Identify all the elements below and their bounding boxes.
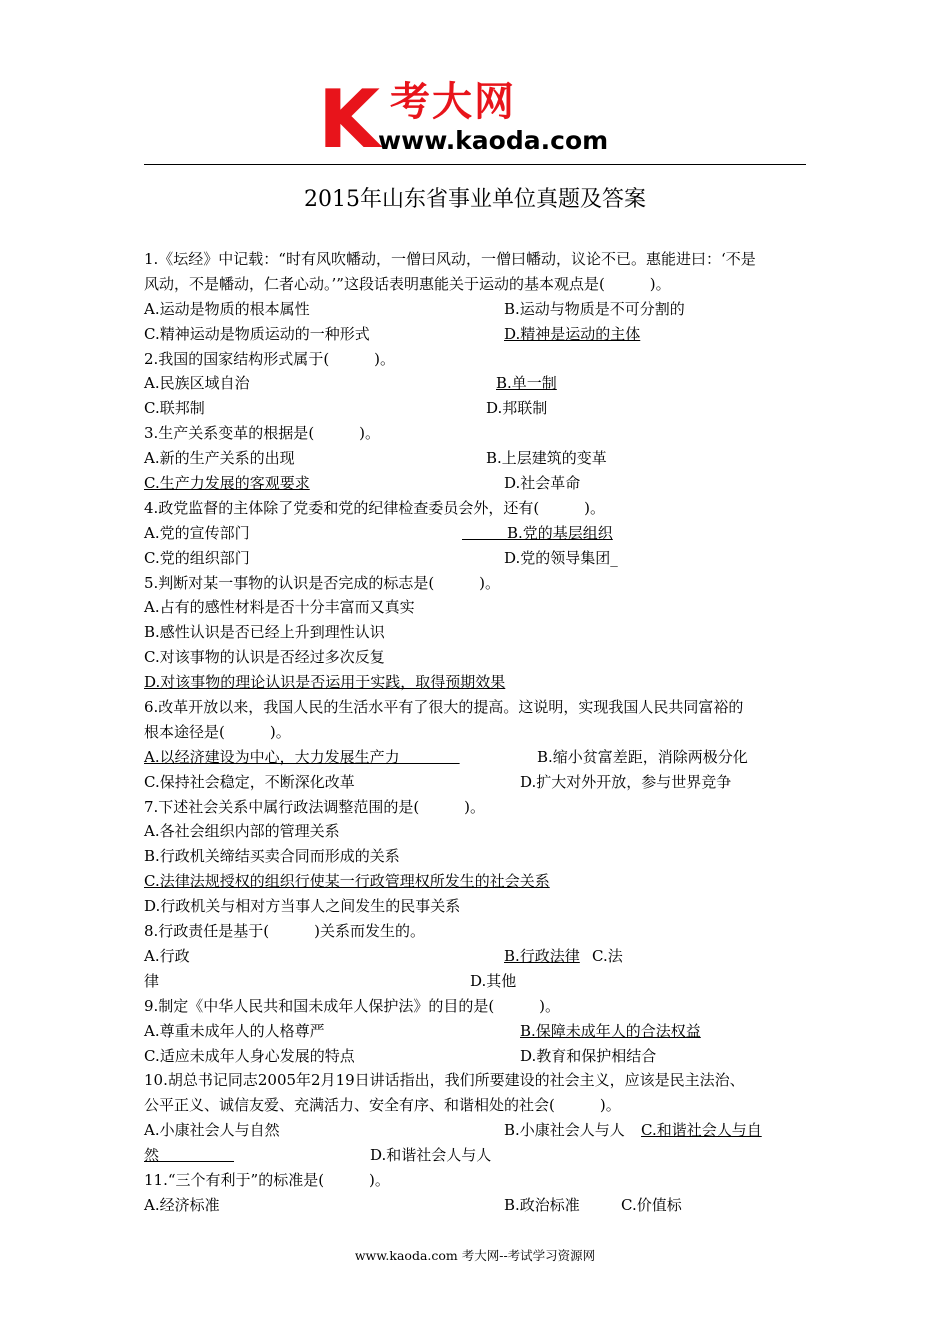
question-5-option-c: C.对该事物的认识是否经过多次反复 <box>144 648 385 667</box>
header-divider <box>144 164 806 165</box>
question-6-options-ab <box>144 745 808 770</box>
question-2-option-d: D.邦联制 <box>486 399 548 418</box>
question-11-options-abc <box>144 1193 808 1218</box>
question-7-option-a-line <box>144 819 808 844</box>
question-10-option-d: D.和谐社会人与人 <box>370 1146 492 1165</box>
logo-brand-name: 考大网 <box>390 79 516 125</box>
question-8-option-b-answer: B.行政法律 <box>504 946 580 965</box>
question-1-option-d-answer: D.精神是运动的主体 <box>504 324 641 343</box>
question-4-options-cd <box>144 546 808 571</box>
question-9-stem: 9.制定《中华人民共和国未成年人保护法》的目的是( )。 <box>144 996 561 1015</box>
question-9-stem-line <box>144 994 808 1019</box>
question-6-option-a-answer: A.以经济建设为中心，大力发展生产力 <box>144 747 460 766</box>
question-2-stem-line <box>144 347 808 372</box>
question-6-option-d: D.扩大对外开放，参与世界竞争 <box>520 772 732 791</box>
question-2-option-c: C.联邦制 <box>144 399 205 418</box>
question-8-stem: 8.行政责任是基于( )关系而发生的。 <box>144 922 426 941</box>
question-1-stem-line-1 <box>144 247 808 272</box>
question-5-stem-line <box>144 571 808 596</box>
question-10-stem-line-2 <box>144 1093 808 1118</box>
question-list <box>144 247 808 1218</box>
question-3-option-b: B.上层建筑的变革 <box>486 449 607 468</box>
question-6-stem-2: 根本途径是( )。 <box>144 722 291 741</box>
question-8-option-d: D.其他 <box>470 971 517 990</box>
question-5-option-a-line <box>144 595 808 620</box>
logo-url: www.kaoda.com <box>378 126 609 155</box>
logo-k-mark: K <box>318 73 380 166</box>
question-10-option-c-answer-part-2: 然 <box>144 1146 235 1165</box>
question-11-stem: 11.“三个有利于”的标准是( )。 <box>144 1170 390 1189</box>
question-4-option-c: C.党的组织部门 <box>144 548 250 567</box>
question-11-option-a: A.经济标准 <box>144 1195 220 1214</box>
question-11-option-b: B.政治标准 <box>504 1195 580 1214</box>
question-3-stem: 3.生产关系变革的根据是( )。 <box>144 424 381 443</box>
question-10-option-b: B.小康社会人与人 <box>504 1121 625 1140</box>
question-5-option-d-line <box>144 670 808 695</box>
question-2-option-a: A.民族区域自治 <box>144 374 250 393</box>
question-4-option-d: D.党的领导集团_ <box>504 548 618 567</box>
question-1-option-c: C.精神运动是物质运动的一种形式 <box>144 324 370 343</box>
question-7-option-a: A.各社会组织内部的管理关系 <box>144 822 340 841</box>
question-4-stem: 4.政党监督的主体除了党委和党的纪律检查委员会外，还有( )。 <box>144 498 606 517</box>
question-2-option-b-answer: B.单一制 <box>496 374 557 393</box>
question-7-option-d: D.行政机关与相对方当事人之间发生的民事关系 <box>144 897 461 916</box>
question-3-option-c-answer: C.生产力发展的客观要求 <box>144 474 310 493</box>
question-2-options-cd <box>144 396 808 421</box>
question-5-option-d-answer: D.对该事物的理论认识是否运用于实践，取得预期效果 <box>144 673 506 692</box>
question-8-option-c-part-1: C.法 <box>592 946 623 965</box>
question-4-stem-line <box>144 496 808 521</box>
question-6-options-cd <box>144 770 808 795</box>
question-7-stem-line <box>144 795 808 820</box>
question-4-option-a: A.党的宣传部门 <box>144 523 250 542</box>
question-8-option-a: A.行政 <box>144 946 190 965</box>
question-8-options-abc <box>144 944 808 969</box>
question-10-stem-1: 10.胡总书记同志2005年2月19日讲话指出，我们所要建设的社会主义，应该是民主法治、 <box>144 1071 745 1090</box>
question-1-options-cd <box>144 322 808 347</box>
question-1-stem-line-2 <box>144 272 808 297</box>
question-4-option-b-answer: B.党的基层组织 <box>462 523 613 542</box>
page-title: 2015年山东省事业单位真题及答案 <box>304 187 646 212</box>
question-9-options-cd <box>144 1044 808 1069</box>
question-9-option-b-answer: B.保障未成年人的合法权益 <box>520 1021 701 1040</box>
question-3-option-d: D.社会革命 <box>504 474 581 493</box>
question-4-options-ab <box>144 521 808 546</box>
question-10-stem-line-1 <box>144 1068 808 1093</box>
question-7-option-b-line <box>144 844 808 869</box>
question-11-option-c: C.价值标 <box>621 1195 682 1214</box>
page-footer: www.kaoda.com 考大网--考试学习资源网 <box>354 1248 596 1263</box>
question-8-stem-line <box>144 919 808 944</box>
question-1-options-ab <box>144 297 808 322</box>
question-10-options-abc <box>144 1118 808 1143</box>
question-1-stem-1: 1.《坛经》中记载：“时有风吹幡动，一僧曰风动，一僧曰幡动，议论不已。惠能进曰：‘不是 <box>144 250 756 268</box>
question-10-option-c-answer-part-1: C.和谐社会人与自 <box>641 1121 762 1140</box>
question-5-stem: 5.判断对某一事物的认识是否完成的标志是( )。 <box>144 573 501 592</box>
question-7-stem: 7.下述社会关系中属行政法调整范围的是( )。 <box>144 797 486 816</box>
question-10-options-cd <box>144 1143 808 1168</box>
question-6-option-b: B.缩小贫富差距，消除两极分化 <box>537 747 748 766</box>
question-6-stem-line-1 <box>144 695 808 720</box>
question-9-option-c: C.适应未成年人身心发展的特点 <box>144 1046 355 1065</box>
question-6-stem-1: 6.改革开放以来，我国人民的生活水平有了很大的提高。这说明，实现我国人民共同富裕的 <box>144 698 744 717</box>
question-1-option-b: B.运动与物质是不可分割的 <box>504 299 685 318</box>
question-8-option-c-part-2: 律 <box>144 971 160 990</box>
question-5-option-a: A.占有的感性材料是否十分丰富而又真实 <box>144 598 415 617</box>
question-6-stem-line-2 <box>144 720 808 745</box>
question-5-option-b-line <box>144 620 808 645</box>
question-3-stem-line <box>144 421 808 446</box>
question-6-option-c: C.保持社会稳定，不断深化改革 <box>144 772 355 791</box>
question-9-option-a: A.尊重未成年人的人格尊严 <box>144 1021 325 1040</box>
question-11-stem-line <box>144 1168 808 1193</box>
question-5-option-b: B.感性认识是否已经上升到理性认识 <box>144 623 385 642</box>
question-8-options-cd <box>144 969 808 994</box>
question-9-option-d: D.教育和保护相结合 <box>520 1046 657 1065</box>
question-3-options-ab <box>144 446 808 471</box>
question-7-option-b: B.行政机关缔结买卖合同而形成的关系 <box>144 847 400 866</box>
question-7-option-c-answer: C.法律法规授权的组织行使某一行政管理权所发生的社会关系 <box>144 872 550 891</box>
question-10-stem-2: 公平正义、诚信友爱、充满活力、安全有序、和谐相处的社会( )。 <box>144 1096 621 1115</box>
question-1-option-a: A.运动是物质的根本属性 <box>144 299 310 318</box>
question-7-option-d-line <box>144 894 808 919</box>
question-2-stem: 2.我国的国家结构形式属于( )。 <box>144 349 396 368</box>
question-9-options-ab <box>144 1019 808 1044</box>
question-5-option-c-line <box>144 645 808 670</box>
question-3-options-cd <box>144 471 808 496</box>
kaoda-logo <box>318 73 648 166</box>
question-7-option-c-line <box>144 869 808 894</box>
question-10-option-a: A.小康社会人与自然 <box>144 1121 280 1140</box>
question-1-stem-2: 风动，不是幡动，仁者心动。’”这段话表明惠能关于运动的基本观点是( )。 <box>144 274 671 293</box>
question-2-options-ab <box>144 371 808 396</box>
question-3-option-a: A.新的生产关系的出现 <box>144 449 295 468</box>
